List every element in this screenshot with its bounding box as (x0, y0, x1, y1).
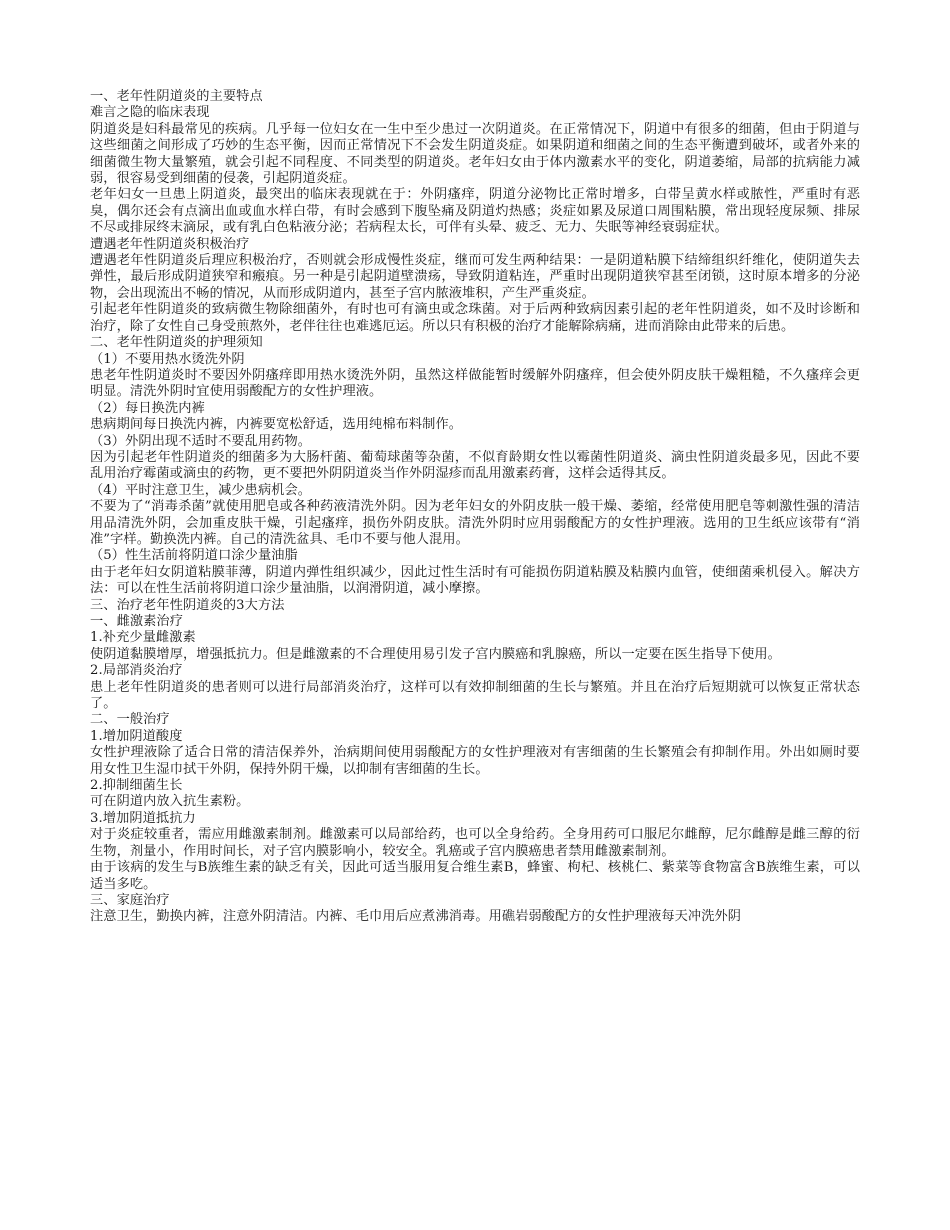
section-heading: 二、一般治疗 (90, 712, 170, 728)
paragraph: 可在阴道内放入抗生素粉。 (90, 794, 250, 810)
paragraph: 患上老年性阴道炎的患者则可以进行局部消炎治疗，这样可以有效抑制细菌的生长与繁殖。并且在治疗后短期就可以恢复正常状态了。 (90, 679, 860, 712)
section-heading: 1.增加阴道酸度 (90, 728, 183, 744)
section-heading: 三、治疗老年性阴道炎的3大方法 (90, 597, 285, 613)
section-heading: 一、老年性阴道炎的主要特点 (90, 89, 263, 104)
section-heading: 三、家庭治疗 (90, 892, 170, 908)
paragraph: 患老年性阴道炎时不要因外阴瘙痒即用热水烫洗外阴，虽然这样做能暂时缓解外阴瘙痒，但会使外阴皮肤干燥粗糙，不久瘙痒会更明显。清洗外阴时宜使用弱酸配方的女性护理液。 (90, 367, 860, 400)
section-heading: 难言之隐的临床表现 (90, 105, 210, 121)
paragraph: 老年妇女一旦患上阴道炎，最突出的临床表现就在于：外阴瘙痒，阴道分泌物比正常时增多，白带呈黄水样或脓性，严重时有恶臭，偶尔还会有点滴出血或血水样白带，有时会感到下腹坠痛及阴道灼热感；炎症如累及尿道口周围粘膜，常出现轻度尿频、排尿不尽或排尿终末滴尿，或有乳白色粘液分泌；若病程太长，可伴有头晕、疲乏、无力、失眠等神经衰弱症状。 (90, 187, 860, 236)
section-heading: （4）平时注意卫生，减少患病机会。 (90, 482, 312, 498)
section-heading: 遭遇老年性阴道炎积极治疗 (90, 236, 250, 252)
section-heading: （5）性生活前将阴道口涂少量油脂 (90, 548, 298, 564)
section-heading: （2）每日换洗内裤 (90, 400, 205, 416)
paragraph: 女性护理液除了适合日常的清洁保养外，治病期间使用弱酸配方的女性护理液对有害细菌的生长繁殖会有抑制作用。外出如厕时要用女性卫生湿巾拭干外阴，保持外阴干燥，以抑制有害细菌的生长。 (90, 745, 860, 777)
section-heading: 2.抑制细菌生长 (90, 778, 183, 794)
section-heading: （3）外阴出现不适时不要乱用药物。 (90, 433, 312, 449)
paragraph: 不要为了“消毒杀菌”就使用肥皂或各种药液清洗外阴。因为老年妇女的外阴皮肤一般干燥、萎缩，经常使用肥皂等刺激性强的清洁用品清洗外阴，会加重皮肤干燥，引起瘙痒，损伤外阴皮肤。清洗外阴时应用弱酸配方的女性护理液。选用的卫生纸应该带有“消准”字样。勤换洗内裤。自己的清洗盆具、毛巾不要与他人混用。 (90, 499, 860, 547)
section-heading: 二、老年性阴道炎的护理须知 (90, 335, 263, 351)
section-heading: 一、雌激素治疗 (90, 614, 184, 629)
paragraph: 注意卫生，勤换内裤，注意外阴清洁。内裤、毛巾用后应煮沸消毒。用礁岩弱酸配方的女性护理液每天冲洗外阴 (90, 909, 742, 925)
document-body (90, 89, 860, 926)
paragraph: 遭遇老年性阴道炎后理应积极治疗，否则就会形成慢性炎症，继而可发生两种结果：一是阴道粘膜下结缔组织纤维化，使阴道失去弹性，最后形成阴道狭窄和瘢痕。另一种是引起阴道壁溃疡，导致阴道粘连，严重时出现阴道狭窄甚至闭锁，这时原本增多的分泌物，会出现流出不畅的情况，从而形成阴道内，甚至子宫内脓液堆积，产生严重炎症。 (90, 253, 860, 301)
paragraph: 由于该病的发生与B族维生素的缺乏有关，因此可适当服用复合维生素B，蜂蜜、枸杞、核桃仁、紫菜等食物富含B族维生素，可以适当多吃。 (90, 860, 860, 892)
section-heading: 2.局部消炎治疗 (90, 663, 183, 679)
section-heading: 3.增加阴道抵抗力 (90, 810, 196, 826)
paragraph: 引起老年性阴道炎的致病微生物除细菌外，有时也可有滴虫或念珠菌。对于后两种致病因素引起的老年性阴道炎，如不及时诊断和治疗，除了女性自己身受煎熬外，老伴往往也难逃厄运。所以只有积极的治疗才能解除病痛，进而消除由此带来的后患。 (90, 302, 860, 334)
paragraph: 阴道炎是妇科最常见的疾病。几乎每一位妇女在一生中至少患过一次阴道炎。在正常情况下，阴道中有很多的细菌，但由于阴道与这些细菌之间形成了巧妙的生态平衡，因而正常情况下不会发生阴道炎症。如果阴道和细菌之间的生态平衡遭到破坏，或者外来的细菌微生物大量繁殖，就会引起不同程度、不同类型的阴道炎。老年妇女由于体内激素水平的变化，阴道萎缩，局部的抗病能力减弱，很容易受到细菌的侵袭，引起阴道炎症。 (90, 121, 860, 187)
paragraph: 由于老年妇女阴道粘膜菲薄，阴道内弹性组织减少，因此过性生活时有可能损伤阴道粘膜及粘膜内血管，使细菌乘机侵入。解决方法：可以在性生活前将阴道口涂少量油脂，以润滑阴道，减小摩擦。 (90, 564, 860, 597)
section-heading: （1）不要用热水烫洗外阴 (90, 351, 245, 367)
paragraph: 使阴道黏膜增厚，增强抵抗力。但是雌激素的不合理使用易引发子宫内膜癌和乳腺癌，所以一定要在医生指导下使用。 (90, 646, 781, 662)
section-heading: 1.补充少量雌激素 (90, 630, 196, 646)
paragraph: 因为引起老年性阴道炎的细菌多为大肠杆菌、葡萄球菌等杂菌，不似育龄期女性以霉菌性阴道炎、滴虫性阴道炎最多见，因此不要乱用治疗霉菌或滴虫的药物，更不要把外阴阴道炎当作外阴湿疹而乱用激素药膏，这样会适得其反。 (90, 449, 860, 482)
paragraph: 患病期间每日换洗内裤，内裤要宽松舒适，选用纯棉布料制作。 (90, 417, 463, 433)
paragraph: 对于炎症较重者，需应用雌激素制剂。雌激素可以局部给药，也可以全身给药。全身用药可口服尼尔雌醇，尼尔雌醇是雌三醇的衍生物，剂量小，作用时间长，对子宫内膜影响小，较安全。乳癌或子宫内膜癌患者禁用雌激素制剂。 (90, 827, 860, 859)
